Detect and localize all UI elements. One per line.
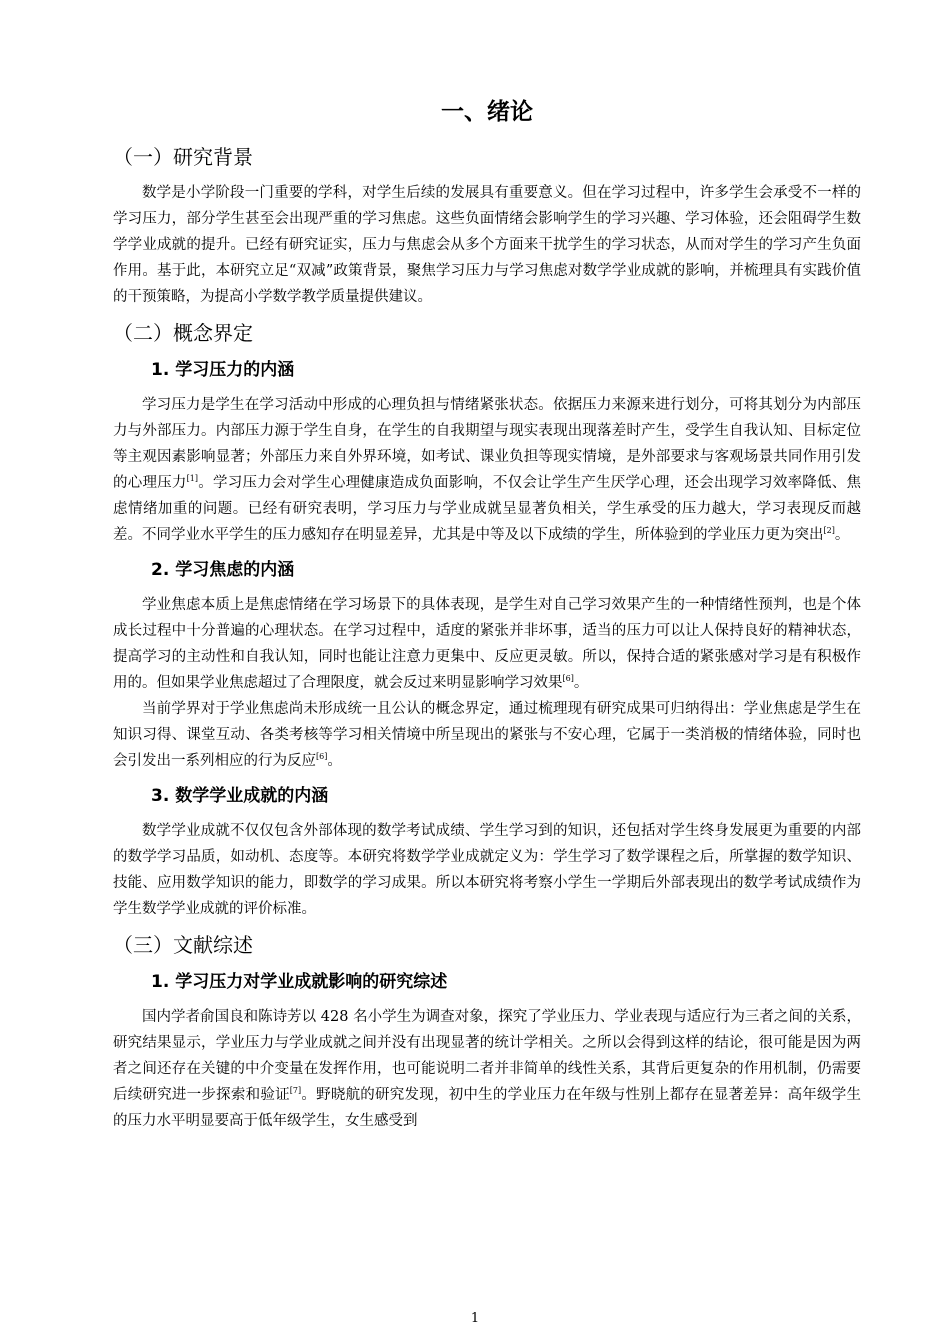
- paragraph-learning-anxiety-2: [113, 696, 861, 774]
- paragraph-text: 。野晓航的研究发现，初中生的学业压力在年级与性别上都存在显著差异：高年级学生的压力水平明显要高于低年级学生，女生感受到: [113, 1087, 861, 1129]
- paragraph-text: 。学习压力会对学生心理健康造成负面影响，不仅会让学生产生厌学心理，还会出现学习效率降低、焦虑情绪加重的问题。已经有研究表明，学习压力与学业成就呈显著负相关，学生承受的压力越大，学习表现反而越差。不同学业水平学生的压力感知存在明显差异，尤其是中等及以下成绩的学生，所体验到的学业压力更为突出: [113, 475, 862, 543]
- subsection-title-math-achievement: 3. 数学学业成就的内涵: [151, 786, 329, 806]
- citation-ref: [2]: [823, 526, 835, 536]
- paragraph-text: 。: [834, 527, 850, 543]
- paragraph-text: 当前学界对于学业焦虑尚未形成统一且公认的概念界定，通过梳理现有研究成果可归纳得出：学业焦虑是学生在知识习得、课堂互动、各类考核等学习相关情境中所呈现出的紧张与不安心理，它属于一类消极的情绪体验，同时也会引发出一系列相应的行为反应: [113, 701, 861, 769]
- section-title-literature-review: （三）文献综述: [113, 933, 253, 957]
- citation-ref: [6]: [562, 674, 574, 684]
- paragraph-text: 。: [573, 675, 589, 691]
- paragraph-text: 国内学者俞国良和陈诗芳以 428 名小学生为调查对象，探究了学业压力、学业表现与适应行为三者之间的关系，研究结果显示，学业压力与学业成就之间并没有出现显著的统计学相关。之所以会得到这样的结论，很可能是因为两者之间还存在关键的中介变量在发挥作用，也可能说明二者并非简单的线性关系，其背后更复杂的作用机制，仍需要后续研究进一步探索和验证: [113, 1009, 861, 1103]
- section-title-background: （一）研究背景: [113, 145, 253, 169]
- citation-ref: [7]: [289, 1086, 302, 1096]
- paragraph-text: 学业焦虑本质上是焦虑情绪在学习场景下的具体表现，是学生对自己学习效果产生的一种情绪性预判，也是个体成长过程中十分普遍的心理状态。在学习过程中，适度的紧张并非坏事，适当的压力可以让人保持良好的精神状态，提高学习的主动性和自我认知，同时也能让注意力更集中、反应更灵敏。所以，保持合适的紧张感对学习是有积极作用的。但如果学业焦虑超过了合理限度，就会反过来明显影响学习效果: [113, 597, 861, 691]
- paragraph-learning-anxiety-1: [113, 592, 861, 696]
- subsection-title-learning-anxiety: 2. 学习焦虑的内涵: [151, 560, 295, 580]
- citation-ref: [6]: [316, 752, 328, 762]
- chapter-title: 一、绪论: [441, 99, 533, 125]
- subsection-title-learning-pressure: 1. 学习压力的内涵: [151, 360, 295, 380]
- paragraph-pressure-review: [113, 1004, 861, 1134]
- section-title-concepts: （二）概念界定: [113, 321, 253, 345]
- page-body: [113, 96, 861, 1134]
- paragraph-text: 。: [327, 753, 342, 769]
- paragraph-math-achievement: 数学学业成就不仅仅包含外部体现的数学考试成绩、学生学习到的知识，还包括对学生终身发展更为重要的内部的数学学习品质，如动机、态度等。本研究将数学学业成就定义为：学生学习了数学课程之后，所掌握的数学知识、技能、应用数学知识的能力，即数学的学习成果。所以本研究将考察小学生一学期后外部表现出的数学考试成绩作为学生数学学业成就的评价标准。: [113, 823, 861, 917]
- subsection-title-pressure-review: 1. 学习压力对学业成就影响的研究综述: [151, 972, 448, 992]
- paragraph-learning-pressure: [113, 392, 861, 548]
- citation-ref: [1]: [186, 474, 199, 484]
- paragraph-text: 学习压力是学生在学习活动中形成的心理负担与情绪紧张状态。依据压力来源来进行划分，可将其划分为内部压力与外部压力。内部压力源于学生自身，在学生的自我期望与现实表现出现落差时产生，受学生自我认知、目标定位等主观因素影响显著；外部压力来自外界环境，如考试、课业负担等现实情境，是外部要求与客观场景共同作用引发的心理压力: [113, 397, 861, 491]
- paragraph-background: 数学是小学阶段一门重要的学科，对学生后续的发展具有重要意义。但在学习过程中，许多学生会承受不一样的学习压力，部分学生甚至会出现严重的学习焦虑。这些负面情绪会影响学生的学习兴趣、学习体验，还会阻碍学生数学学业成就的提升。已经有研究证实，压力与焦虑会从多个方面来干扰学生的学习状态，从而对学生的学习产生负面作用。基于此，本研究立足“双减”政策背景，聚焦学习压力与学习焦虑对数学学业成就的影响，并梳理具有实践价值的干预策略，为提高小学数学教学质量提供建议。: [113, 185, 861, 305]
- page-number: 1: [470, 1311, 480, 1326]
